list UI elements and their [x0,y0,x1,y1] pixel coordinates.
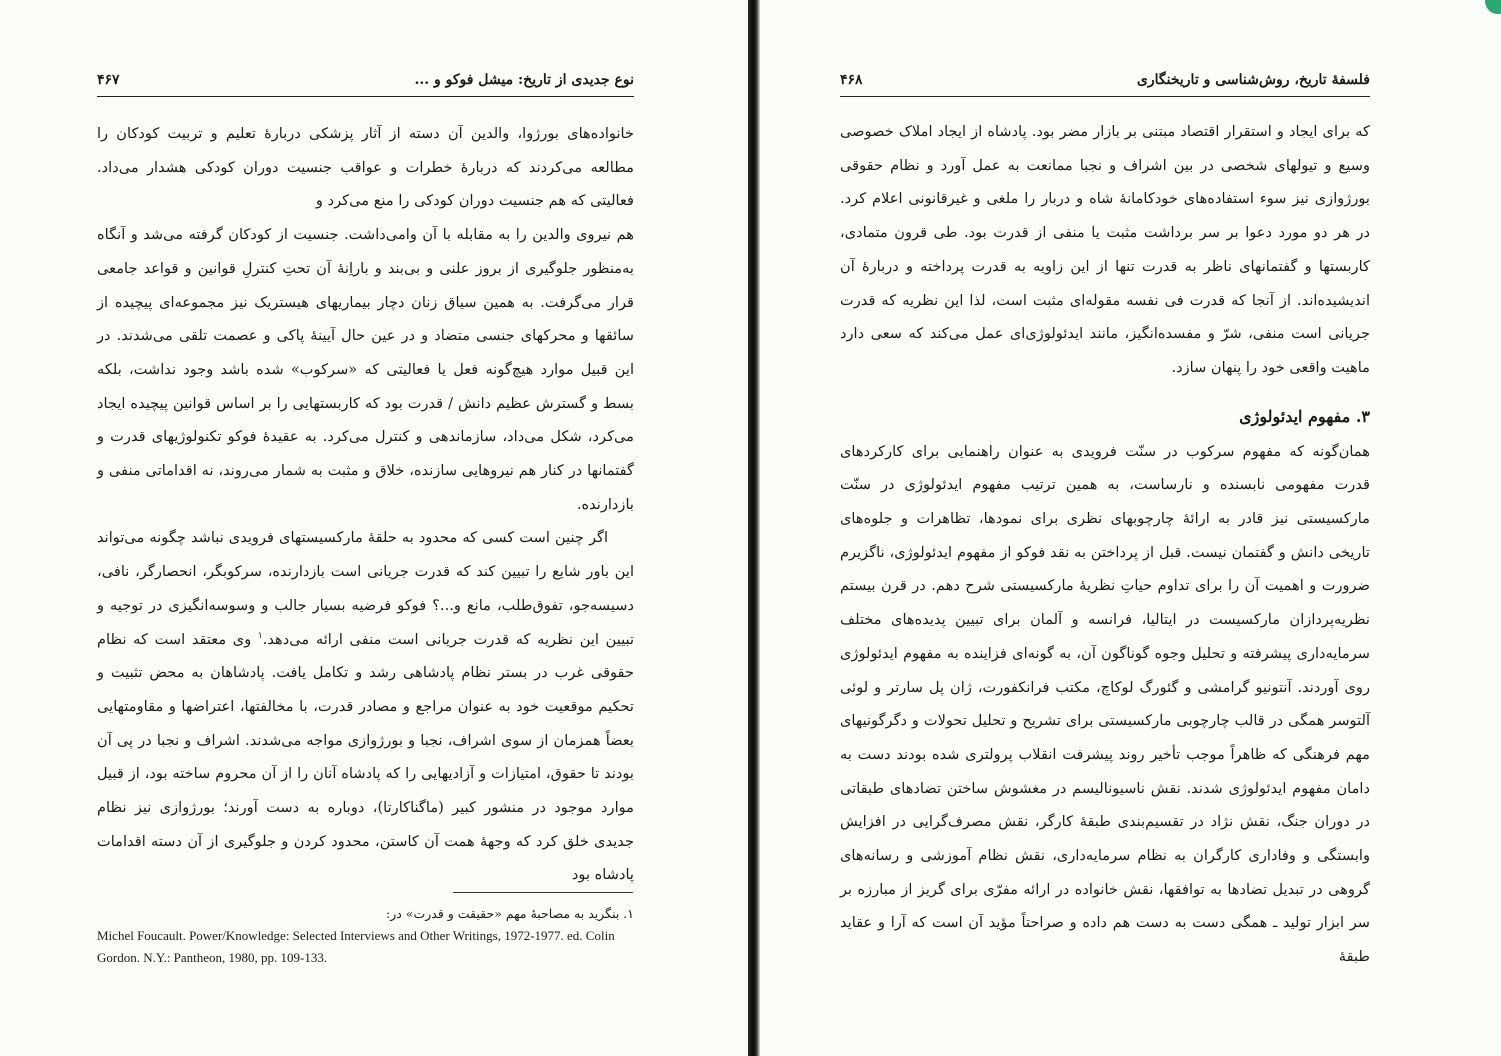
footnote-divider [453,892,633,893]
paragraph-text: اگر چنین است کسی که محدود به حلقهٔ مارکسیستهای فرویدی نباشد چگونه می‌تواند این باور شایع را تبیین کند که قدرت جریانی است بازدارنده، سرکوبگر، انحصارگر، نافی، دسیسه‌جو، تفوق‌طلب، مانع و...؟ فوکو فرضیه بسیار جالب و وسوسه‌انگیزی در توجیه و تبیین این نظریه که قدرت جریانی است منفی ارائه می‌دهد. [97,529,635,648]
running-title: نوع جدیدی از تاریخ: میشل فوکو و ... [414,72,634,88]
paragraph: هم نیروی والدین را به مقابله با آن وامی‌داشت. جنسیت از کودکان گرفته می‌شد و آنگاه به‌منظور جلوگیری از بروز علنی و بی‌بند و باراِنهٔ آن تحتِ کنترلِ قوانین و قواعد جامعی قرار می‌گرفت. به همین سیاق زنان دچار بیماریهای هیستریک نیز مجموعه‌ای پیچیده از سائقها و محرکهای جنسی متضاد و در عین حال آیینهٔ پاکی و عصمت تلقی می‌شدند. در این قبیل موارد هیچ‌گونه فعل یا فعالیتی که «سرکوب» شده باشد وجود نداشت، بلکه بسط و گسترش عظیم دانش / قدرت بود که کاربستهایی را بر اساس قوانین پیچیده ایجاد می‌کرد، شکل می‌داد، سازماندهی و کنترل می‌کرد. به عقیدهٔ فوکو تکنولوژیهای قدرت و گفتمانها در کنار هم نیروهایی سازنده، خلاق و مثبت به شمار می‌روند، نه اقداماتی منفی و بازدارنده. [97,226,634,513]
corner-badge [1485,0,1501,14]
running-head [97,72,634,97]
footnote-persian: ۱. بنگرید به مصاحبهٔ مهم «حقیقت و قدرت» در: [386,906,634,921]
page-number: ۴۶۷ [97,72,120,88]
running-title: فلسفهٔ تاریخ، روش‌شناسی و تاریخنگاری [1136,72,1370,88]
section-heading: ۳. مفهوم ایدئولوژی [1239,406,1370,426]
paragraph: که برای ایجاد و استقرار اقتصاد مبتنی بر بازار مضر بود. پادشاه از ایجاد املاک خصوصی وسیع و تیولهای شخصی در بین اشراف و نجبا ممانعت به عمل آورد و نظام حقوقی بورژوازی نیز سوء استفاده‌های خودکامانهٔ شاه و دربار را ملغی و غیرقانونی اعلام کرد. در هر دو مورد دعوا بر سر برداشت مثبت یا منفی از قدرت بود. طی قرون متمادی، کاربستها و گفتمانهای ناظر به قدرت تنها از این زاویه به قدرت پرداخته و دربارهٔ آن اندیشیده‌اند. از آنجا که قدرت فی نفسه مقوله‌ای مثبت است، لذا این نظریه که قدرت جریانی است منفی، شرّ و مفسده‌انگیز، مانند ایدئولوژی‌ای عمل می‌کند که سعی دارد ماهیت واقعی خود را پنهان سازد. [840,123,1370,376]
footnote [97,903,634,969]
running-head [840,72,1370,97]
page-number: ۴۶۸ [840,72,863,88]
body-text [97,117,634,892]
paragraph [97,521,634,892]
left-page [0,0,748,1056]
paragraph: خانواده‌های بورژوا، والدین آن دسته از آثار پزشکی دربارهٔ تعلیم و تربیت کودکان را مطالعه می‌کردند که دربارهٔ خطرات و عواقب جنسیت دوران کودکی هشدار می‌داد. فعالیتی که هم جنسیت دوران کودکی را منع می‌کرد و [97,125,634,210]
book-spine [748,0,760,1056]
footnote-marker: ۱ [257,630,263,641]
paragraph: همان‌گونه که مفهوم سرکوب در سنّت فرویدی به عنوان راهنمایی برای کارکردهای قدرت مفهومی نابسنده و نارساست، به همین ترتیب مفهوم ایدئولوژی در سنّت مارکسیستی نیز قادر به ارائهٔ چارچوبهای نظری برای نمودها، تظاهرات و جلوه‌های تاریخی دانش و گفتمان نیست. قبل از پرداختن به نقد فوکو از مفهوم ایدئولوژی، ناگزیرم ضرورت و اهمیت آن را برای تداوم حیاتِ نظریهٔ مارکسیستی شرح دهم. در قرن بیستم نظریه‌پردازان مارکسیست در ایتالیا، فرانسه و آلمان برای تبیین پدیده‌های مختلف سرمایه‌داری پیشرفته و تحلیل وجوه گوناگون آن، به گونه‌ای فزاینده به مفهوم ایدئولوژی روی آوردند. آنتونیو گرامشی و گئورگ لوکاچ، مکتب فرانکفورت، ژان پل سارتر و لوئی آلتوسر همگی در قالب چارچوبی مارکسیستی برای تشریح و تحلیل تحولات و دگرگونیهای مهم فرهنگی که ظاهراً موجب تأخیر روند پیشرفت انقلاب پرولتری شده بودند دست به دامان مفهوم ایدئولوژی شدند. نقش ناسیونالیسم در مغشوش ساختن تضادهای طبقاتی در دوران جنگ، نقش نژاد در تقسیم‌بندی طبقهٔ کارگر، نقش مصرف‌گرایی در افزایش وابستگی و وفاداری کارگران به نظام سرمایه‌داری، نقش نظام آموزشی و رسانه‌های گروهی در تبدیل تضادها به توافقها، نقش خانواده در ارائه مفرّی برای گریز از مبارزه بر سر ابزار تولید ـ همگی دست به دست هم داده و صراحتاً مؤید آن است که آرا و عقاید طبقهٔ [840,442,1370,966]
body-text [840,115,1370,974]
right-page [760,0,1501,1056]
paragraph-text: وی معتقد است که نظام حقوقی غرب در بستر نظام پادشاهی رشد و تکامل یافت. پادشاهان به محض تثبیت و تحکیم موقعیت خود به عنوان مراجع و مصادر قدرت، با مخالفتها، اعتراضها و مقاومتهایی بعضاً همزمان از سوی اشراف، نجبا و بورژوازی مواجه می‌شدند. اشراف و نجبا در پی آن بودند تا حقوق، امتیازات و آزادیهایی را که پادشاه آنان را از آن محروم ساخته بود، از قبیل موارد موجود در منشور کبیر (ماگناکارتا)، دوباره به دست آورند؛ بورژوازی نیز نظام جدیدی خلق کرد که وجههٔ همت آن کاستن، محدود کردن و جلوگیری از آن دسته اقدامات پادشاه بود [97,630,634,884]
footnote-citation: Michel Foucault. Power/Knowledge: Selected Interviews and Other Writings, 1972-1977. ed. Colin Gordon. N.Y.: Pantheon, 1980, pp. 109-133. [97,928,615,965]
